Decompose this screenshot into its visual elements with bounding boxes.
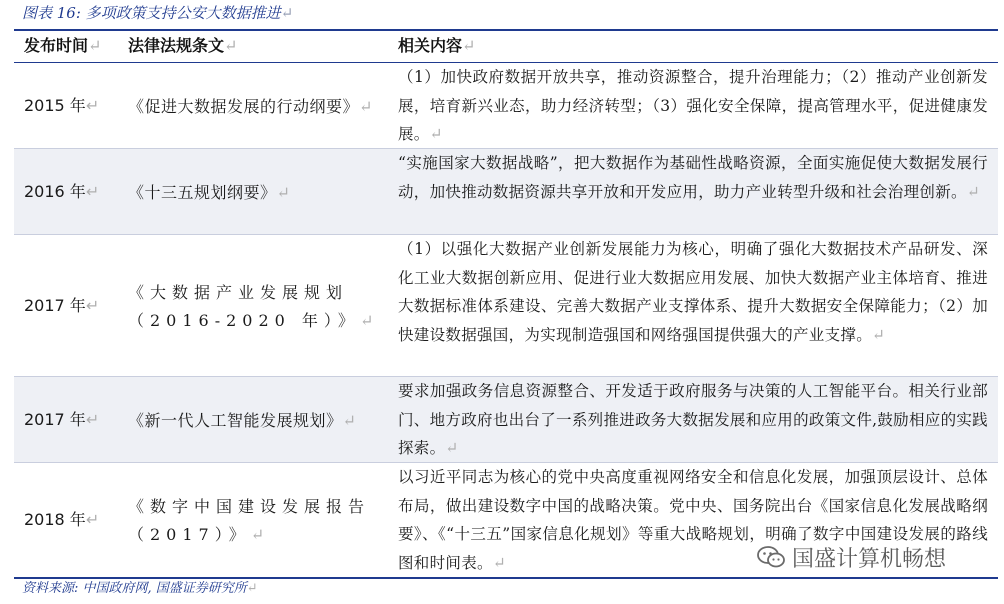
figure-source: 资料来源: 中国政府网, 国盛证券研究所↵ [22,581,258,596]
table-row [14,149,998,235]
row-year: 2017 年↵ [24,410,100,429]
row-content: （1）以强化大数据产业创新发展能力为核心，明确了强化大数据技术产品研发、深化工业大数据创新应用、促进行业大数据应用发展、加快大数据产业主体培育、推进大数据标准体系建设、完善大数据产业支撑体系、提升大数据安全保障能力；（2）加快建设数据强国，为实现制造强国和网络强国提供强大的产业支撑。↵ [398,240,988,344]
row-law: 《新一代人工智能发展规划》↵ [128,411,357,430]
table-row [14,377,998,463]
row-content: 以习近平同志为核心的党中央高度重视网络安全和信息化发展，加强顶层设计、总体布局，做出建设数字中国的战略决策。党中央、国务院出台《国家信息化发展战略纲要》、《“十三五”国家信息化规划》等重大战略规划，明确了数字中国建设发展的路线图和时间表。↵ [398,468,988,572]
row-content: （1）加快政府数据开放共享，推动资源整合，提升治理能力；（2）推动产业创新发展，培育新兴业态，助力经济转型；（3）强化安全保障，提高管理水平，促进健康发展。↵ [398,68,988,143]
row-law: 《十三五规划纲要》↵ [128,183,291,202]
header-year: 发布时间↵ [24,36,102,55]
wechat-icon [756,545,786,569]
figure-title: 图表 16: 多项政策支持公安大数据推进↵ [22,4,294,22]
table-top-rule [14,29,998,31]
row-year: 2015 年↵ [24,96,100,115]
row-year: 2018 年↵ [24,510,100,529]
table-row [14,235,998,377]
row-law: 《促进大数据发展的行动纲要》↵ [128,97,373,116]
header-content: 相关内容↵ [398,36,476,55]
watermark [756,541,946,573]
table-row [14,63,998,149]
row-law: 《大数据产业发展规划（2016-2020 年）》↵ [128,283,380,330]
header-law: 法律法规条文↵ [128,36,238,55]
row-content: “实施国家大数据战略”，把大数据作为基础性战略资源，全面实施促使大数据发展行动，加快推动数据资源共享开放和开发应用，助力产业转型升级和社会治理创新。↵ [398,154,988,201]
row-content: 要求加强政务信息资源整合、开发适于政府服务与决策的人工智能平台。相关行业部门、地方政府也出台了一系列推进政务大数据发展和应用的政策文件,鼓励相应的实践探索。↵ [398,382,988,457]
row-year: 2016 年↵ [24,182,100,201]
row-year: 2017 年↵ [24,296,100,315]
watermark-text: 国盛计算机畅想 [792,546,947,572]
row-law: 《数字中国建设发展报告（2017）》↵ [128,497,371,544]
